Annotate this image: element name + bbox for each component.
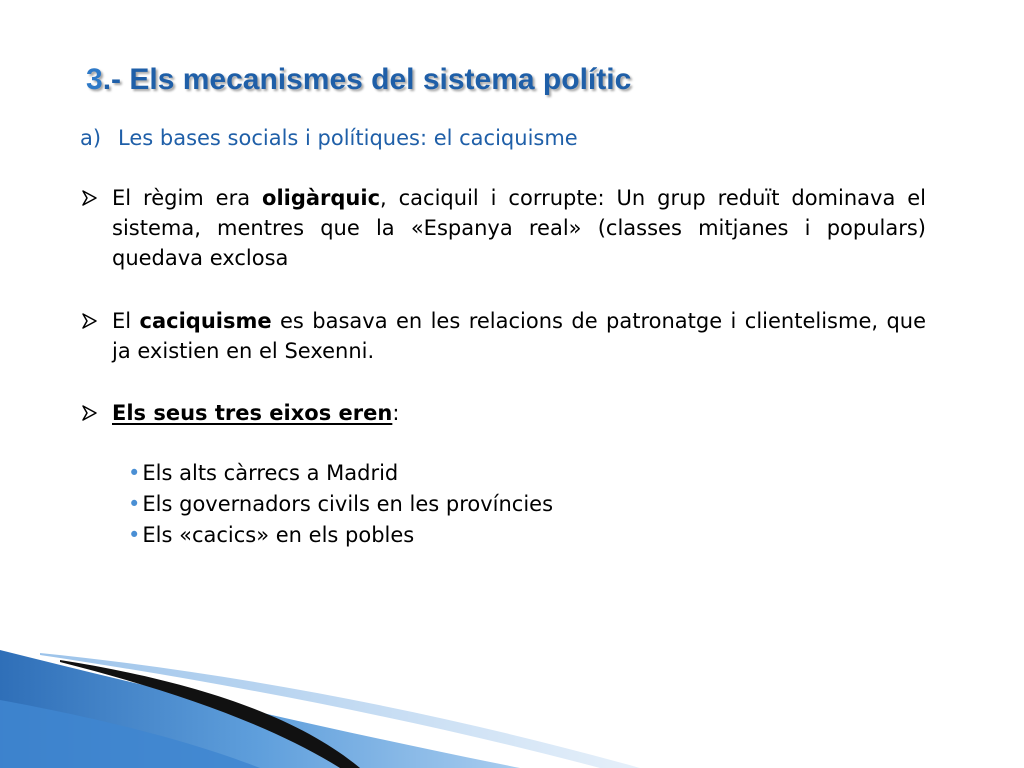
title-number: 3 [86, 63, 103, 96]
bullet-oligarchy [80, 183, 926, 273]
bullet-text-before: El règim era [112, 186, 263, 210]
bullet-text [112, 306, 926, 366]
arrowhead-icon [80, 398, 100, 428]
bullet-text [112, 398, 926, 428]
bullet-dot: • [128, 492, 141, 516]
arrowhead-icon [80, 183, 100, 213]
bullet-text-after: , caciquil i corrupte: Un grup reduït dominava el sistema, mentres que la «Espanya real» (classes mitjanes i populars) quedava exclosa [112, 186, 926, 270]
slide-title [86, 62, 631, 98]
bullet-emphasis: caciquisme [139, 309, 272, 333]
arrowhead-icon [80, 306, 100, 336]
bullet-emphasis: oligàrquic [262, 186, 381, 210]
bullet-dot: • [128, 523, 141, 547]
list-item [128, 520, 553, 551]
section-subtitle [80, 124, 578, 152]
list-item-text: Els «cacics» en els pobles [142, 523, 415, 547]
bullet-text-after: : [392, 401, 400, 425]
subtitle-marker: a) [80, 126, 102, 150]
bullet-emphasis: Els seus tres eixos eren [112, 401, 393, 425]
list-item-text: Els alts càrrecs a Madrid [142, 461, 399, 485]
list-item-text: Els governadors civils en les províncies [142, 492, 554, 516]
list-item [128, 489, 553, 520]
bullet-text-after: es basava en les relacions de patronatge i clientelisme, que ja existien en el Sexenni. [112, 309, 927, 363]
axes-list [128, 458, 553, 551]
bullet-caciquism [80, 306, 926, 366]
title-text: .- Els mecanismes del sistema polític [102, 63, 632, 96]
list-item [128, 458, 553, 489]
bullet-text-before: El [112, 309, 140, 333]
bullet-three-axes [80, 398, 926, 428]
bullet-text [112, 183, 926, 273]
subtitle-text: Les bases socials i polítiques: el caciquisme [118, 126, 578, 150]
bullet-dot: • [128, 461, 141, 485]
